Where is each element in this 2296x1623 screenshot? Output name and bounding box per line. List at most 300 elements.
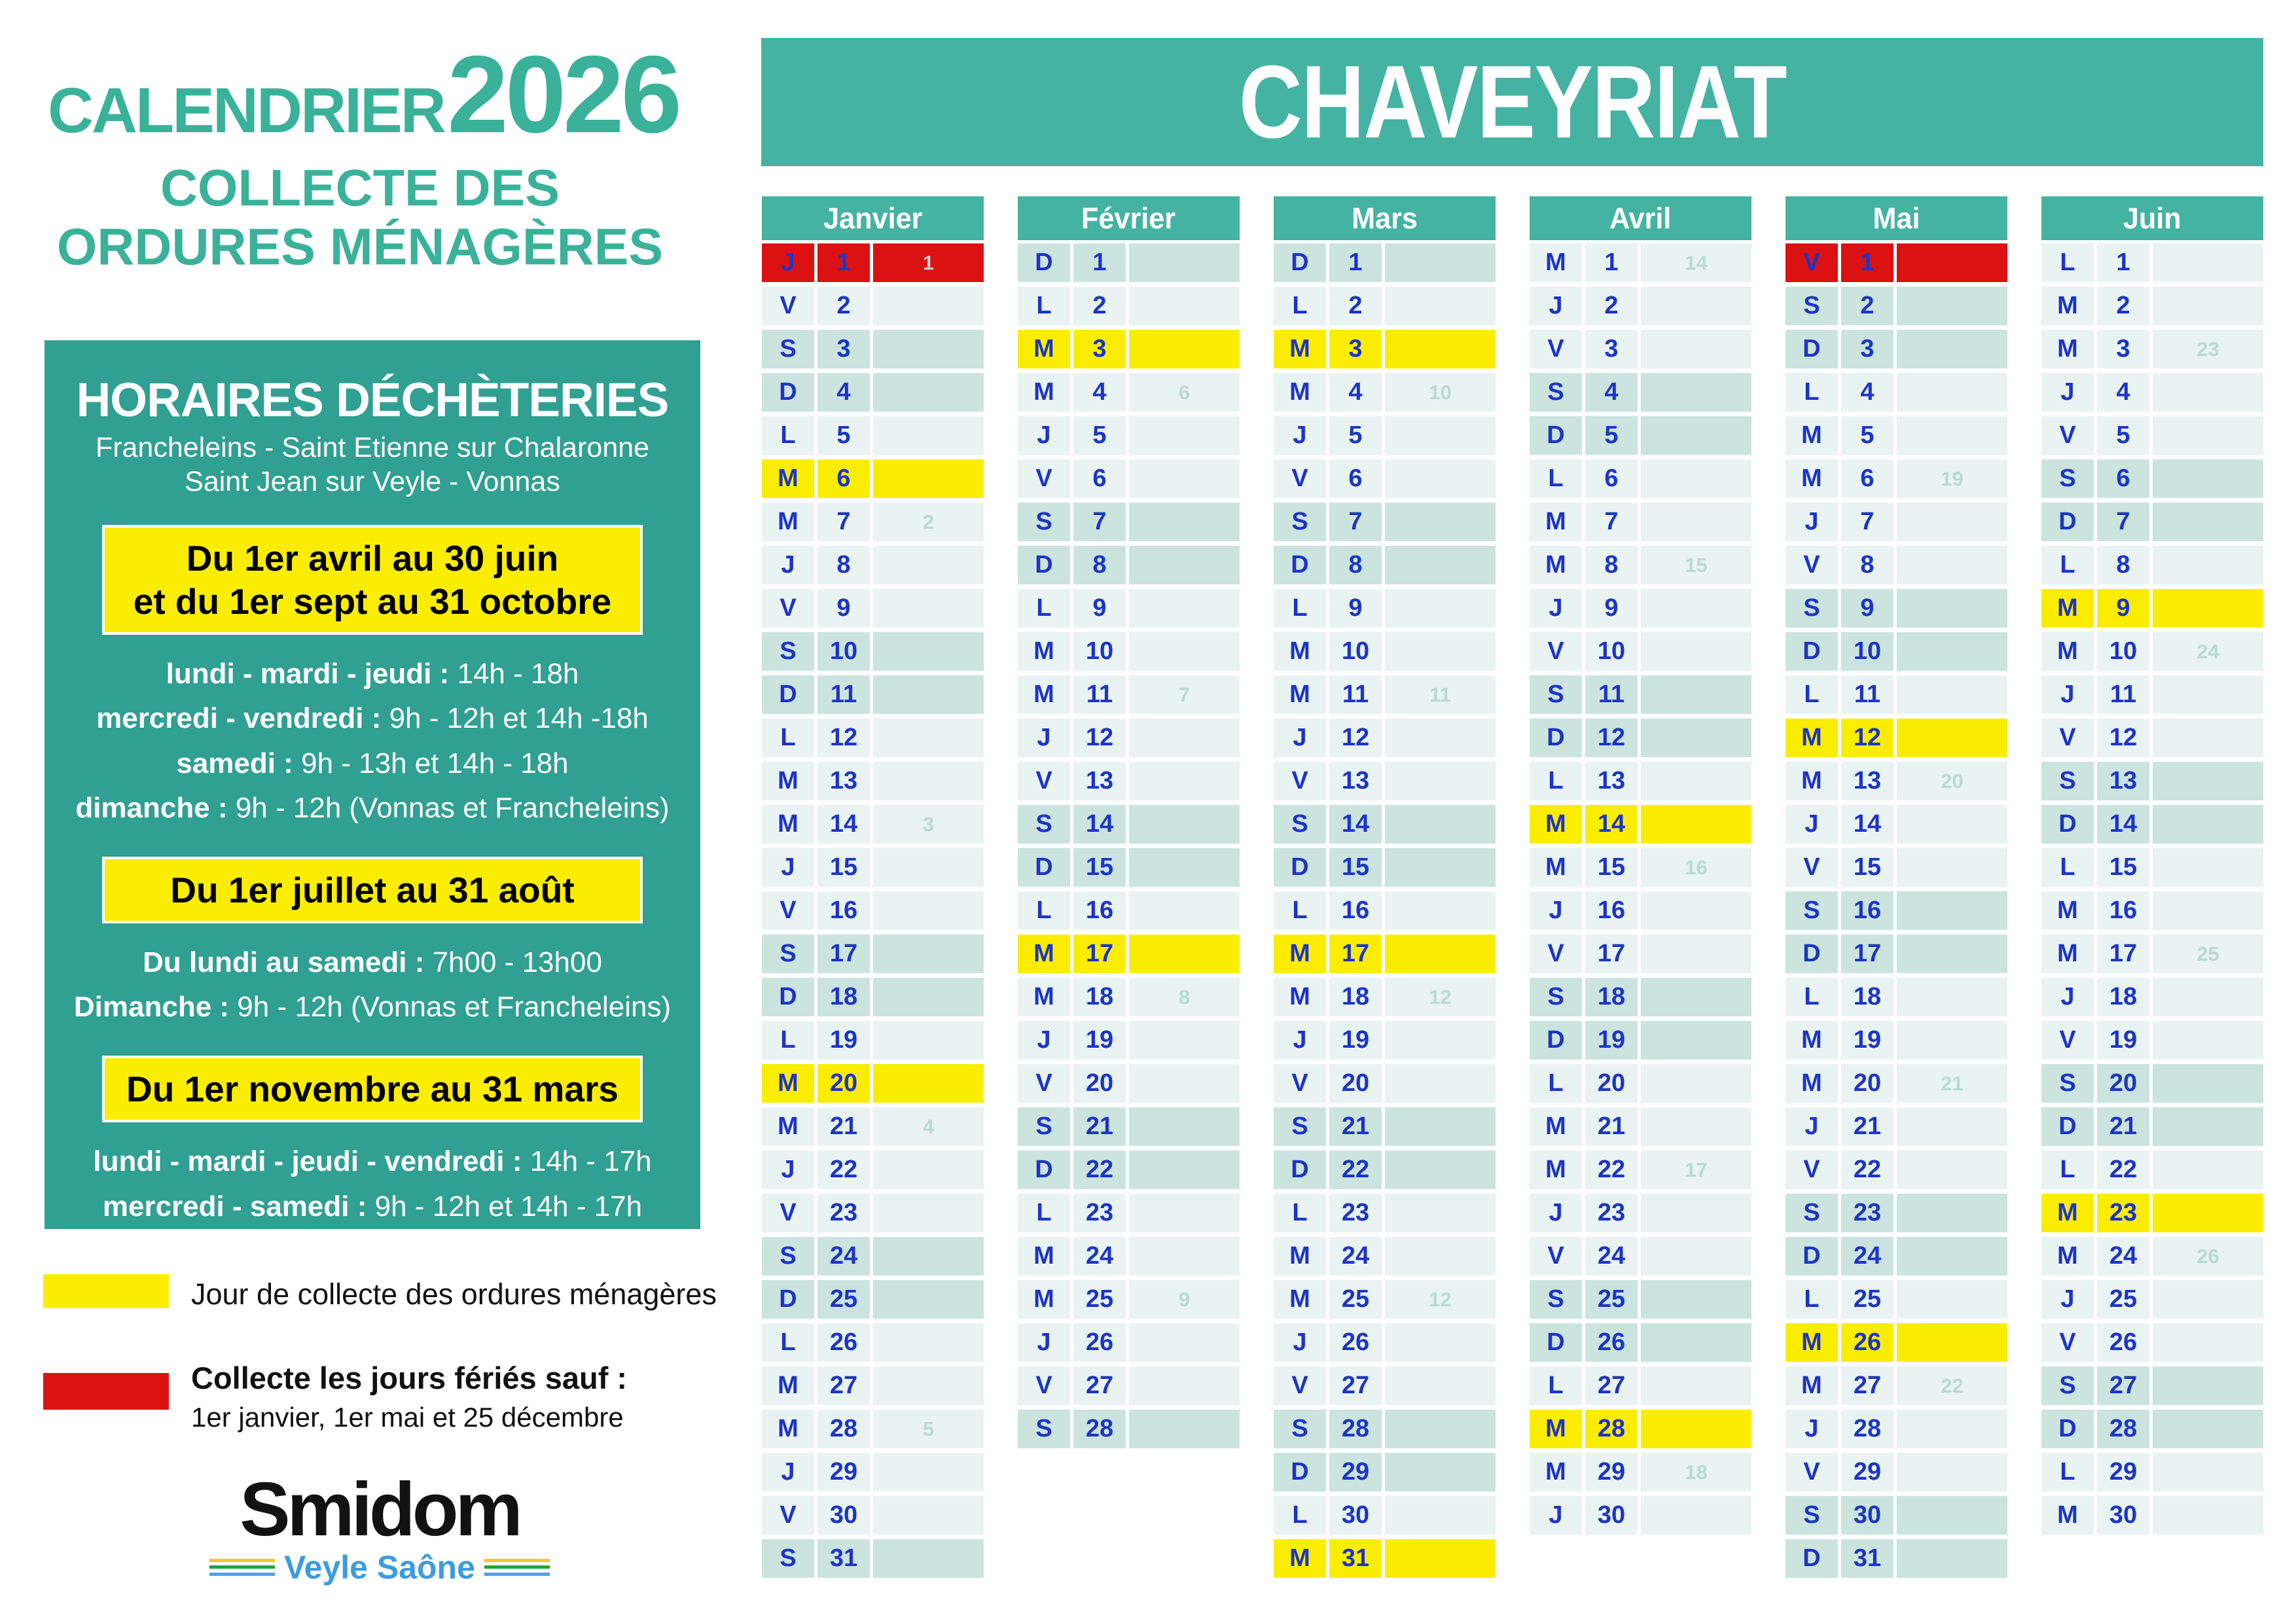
- week-number-cell: [1897, 1237, 2007, 1275]
- day-row: [1274, 459, 1496, 498]
- week-number-cell: [1641, 416, 1751, 455]
- week-number-cell: [1897, 935, 2007, 973]
- day-letter-cell: L: [762, 719, 814, 757]
- week-number-cell: [2153, 459, 2263, 498]
- day-row: [1274, 1366, 1496, 1405]
- day-row: [1530, 330, 1751, 368]
- week-number-cell: [1641, 675, 1751, 714]
- week-number-cell: [873, 1539, 984, 1578]
- schedule-line: Du lundi au samedi : 7h00 - 13h00: [143, 946, 602, 978]
- day-letter-cell: L: [2041, 848, 2094, 887]
- week-number-cell: [1897, 1194, 2007, 1232]
- day-number-cell: 23: [1329, 1194, 1382, 1232]
- week-number-cell: 4: [873, 1107, 984, 1146]
- week-number-cell: [1385, 1496, 1496, 1535]
- week-number-cell: 5: [873, 1410, 984, 1448]
- day-row: [1018, 459, 1240, 498]
- day-number-cell: 26: [1841, 1323, 1893, 1362]
- week-number-cell: [2153, 675, 2263, 714]
- day-letter-cell: M: [2041, 287, 2094, 325]
- day-letter-cell: M: [2041, 1194, 2094, 1232]
- week-number-cell: [873, 719, 984, 757]
- day-number-cell: 3: [1841, 330, 1893, 368]
- day-number-cell: 14: [1073, 805, 1126, 844]
- day-row: [1785, 805, 2007, 844]
- day-number-cell: 14: [817, 805, 870, 844]
- week-number-cell: [2153, 1496, 2263, 1535]
- day-letter-cell: M: [1018, 330, 1070, 368]
- week-number-cell: [1385, 330, 1496, 368]
- day-letter-cell: S: [2041, 1366, 2094, 1405]
- day-number-cell: 11: [1585, 675, 1638, 714]
- day-letter-cell: D: [2041, 1410, 2094, 1448]
- day-letter-cell: S: [1530, 978, 1582, 1016]
- day-number-cell: 13: [2097, 762, 2149, 800]
- day-number-cell: 5: [2097, 416, 2149, 455]
- day-row: [1018, 1021, 1240, 1060]
- week-number-cell: [1129, 891, 1240, 930]
- day-number-cell: 10: [1585, 632, 1638, 671]
- day-letter-cell: V: [1785, 848, 1838, 887]
- day-letter-cell: D: [1274, 848, 1326, 887]
- day-row: [1018, 848, 1240, 887]
- week-number-cell: [1897, 416, 2007, 455]
- day-row: [1274, 330, 1496, 368]
- week-number-cell: [873, 848, 984, 887]
- day-letter-cell: M: [762, 503, 814, 541]
- month-name: Mai: [1873, 201, 1920, 235]
- month-name: Juin: [2123, 201, 2181, 235]
- day-row: [2041, 1107, 2263, 1146]
- day-row: [2041, 1064, 2263, 1103]
- day-number-cell: 23: [1841, 1194, 1893, 1232]
- day-row: [1530, 589, 1751, 628]
- week-number-cell: 25: [2153, 935, 2263, 973]
- day-row: [1785, 373, 2007, 412]
- day-letter-cell: V: [2041, 416, 2094, 455]
- day-number-cell: 13: [817, 762, 870, 800]
- schedule-line: mercredi - vendredi : 9h - 12h et 14h -18h: [96, 702, 649, 735]
- day-letter-cell: V: [1530, 330, 1582, 368]
- week-number-cell: 14: [1641, 243, 1751, 282]
- day-letter-cell: S: [1785, 1194, 1838, 1232]
- day-letter-cell: M: [1785, 459, 1838, 498]
- day-letter-cell: M: [2041, 632, 2094, 671]
- week-number-cell: [1641, 503, 1751, 541]
- day-row: [762, 935, 984, 973]
- day-letter-cell: J: [762, 1150, 814, 1189]
- week-number-cell: 22: [1897, 1366, 2007, 1405]
- day-letter-cell: D: [1785, 632, 1838, 671]
- week-number-cell: [1641, 762, 1751, 800]
- day-number-cell: 17: [817, 935, 870, 973]
- week-number-cell: [1129, 762, 1240, 800]
- day-row: [2041, 416, 2263, 455]
- day-number-cell: 7: [2097, 503, 2149, 541]
- day-row: [2041, 1323, 2263, 1362]
- day-number-cell: 26: [1585, 1323, 1638, 1362]
- day-row: [2041, 1410, 2263, 1448]
- week-number-cell: [1897, 632, 2007, 671]
- legend-holiday-label: Collecte les jours fériés sauf :: [191, 1361, 628, 1395]
- day-number-cell: 24: [817, 1237, 870, 1275]
- week-number-cell: 26: [2153, 1237, 2263, 1275]
- day-row: [1274, 1410, 1496, 1448]
- week-number-cell: [2153, 848, 2263, 887]
- day-number-cell: 19: [1073, 1021, 1126, 1060]
- day-letter-cell: L: [2041, 243, 2094, 282]
- day-row: [1018, 1280, 1240, 1319]
- day-letter-cell: M: [1785, 762, 1838, 800]
- day-row: [1530, 675, 1751, 714]
- week-number-cell: [2153, 891, 2263, 930]
- day-row: [1274, 1539, 1496, 1578]
- day-letter-cell: M: [762, 762, 814, 800]
- day-number-cell: 10: [1073, 632, 1126, 671]
- day-row: [762, 1150, 984, 1189]
- day-row: [1018, 287, 1240, 325]
- day-number-cell: 26: [1073, 1323, 1126, 1362]
- day-number-cell: 11: [1329, 675, 1382, 714]
- week-number-cell: [1129, 1150, 1240, 1189]
- day-number-cell: 1: [817, 243, 870, 282]
- day-number-cell: 1: [1329, 243, 1382, 282]
- day-row: [1018, 1107, 1240, 1146]
- day-letter-cell: M: [1274, 1237, 1326, 1275]
- day-number-cell: 7: [1329, 503, 1382, 541]
- day-row: [1785, 1107, 2007, 1146]
- day-letter-cell: D: [762, 373, 814, 412]
- day-letter-cell: J: [2041, 978, 2094, 1016]
- week-number-cell: [1385, 1064, 1496, 1103]
- week-number-cell: [2153, 719, 2263, 757]
- day-row: [1274, 632, 1496, 671]
- week-number-cell: [1385, 243, 1496, 282]
- day-letter-cell: D: [2041, 503, 2094, 541]
- period-title-banner-1: [102, 525, 643, 635]
- day-number-cell: 16: [1329, 891, 1382, 930]
- schedule-days-label: lundi - mardi - jeudi - vendredi :: [93, 1145, 522, 1178]
- week-number-cell: [1641, 1237, 1751, 1275]
- day-row: [1274, 719, 1496, 757]
- week-number-cell: [1129, 459, 1240, 498]
- day-row: [1018, 416, 1240, 455]
- schedule-line: lundi - mardi - jeudi : 14h - 18h: [166, 658, 579, 690]
- day-number-cell: 2: [1073, 287, 1126, 325]
- day-letter-cell: S: [1018, 805, 1070, 844]
- week-number-cell: [1897, 1410, 2007, 1448]
- week-number-cell: [873, 891, 984, 930]
- day-number-cell: 16: [1841, 891, 1893, 930]
- day-letter-cell: J: [762, 546, 814, 584]
- day-letter-cell: D: [1018, 243, 1070, 282]
- day-letter-cell: J: [1018, 1021, 1070, 1060]
- week-number-cell: [1385, 935, 1496, 973]
- day-number-cell: 16: [817, 891, 870, 930]
- legend-collect-label: Jour de collecte des ordures ménagères: [191, 1277, 717, 1311]
- day-row: [762, 719, 984, 757]
- day-row: [1530, 1150, 1751, 1189]
- day-number-cell: 4: [2097, 373, 2149, 412]
- day-number-cell: 2: [817, 287, 870, 325]
- day-number-cell: 5: [1585, 416, 1638, 455]
- day-number-cell: 1: [1841, 243, 1893, 282]
- week-number-cell: [2153, 243, 2263, 282]
- day-number-cell: 6: [1073, 459, 1126, 498]
- day-letter-cell: M: [2041, 589, 2094, 628]
- week-number-cell: [1385, 1453, 1496, 1491]
- day-number-cell: 18: [1841, 978, 1893, 1016]
- day-row: [1274, 1150, 1496, 1189]
- week-number-cell: [1385, 1323, 1496, 1362]
- day-number-cell: 9: [817, 589, 870, 628]
- day-letter-cell: L: [2041, 546, 2094, 584]
- week-number-cell: [1385, 805, 1496, 844]
- day-letter-cell: V: [1018, 459, 1070, 498]
- day-letter-cell: J: [1530, 287, 1582, 325]
- week-number-cell: 3: [873, 805, 984, 844]
- day-number-cell: 22: [1073, 1150, 1126, 1189]
- month-header: [1785, 196, 2007, 240]
- day-row: [1274, 1280, 1496, 1319]
- day-row: [1530, 632, 1751, 671]
- week-number-cell: [2153, 1064, 2263, 1103]
- week-number-cell: [1641, 891, 1751, 930]
- day-letter-cell: V: [1274, 459, 1326, 498]
- day-number-cell: 28: [1329, 1410, 1382, 1448]
- day-letter-cell: M: [1274, 1539, 1326, 1578]
- day-letter-cell: L: [1785, 978, 1838, 1016]
- day-letter-cell: V: [762, 589, 814, 628]
- day-letter-cell: J: [1785, 1107, 1838, 1146]
- logo-tagline-row: [209, 1548, 550, 1586]
- day-row: [762, 978, 984, 1016]
- day-row: [762, 1410, 984, 1448]
- info-box-sites: [45, 431, 700, 499]
- day-letter-cell: J: [2041, 373, 2094, 412]
- day-row: [2041, 1021, 2263, 1060]
- day-number-cell: 13: [1841, 762, 1893, 800]
- week-number-cell: [2153, 416, 2263, 455]
- day-number-cell: 15: [1585, 848, 1638, 887]
- day-row: [2041, 719, 2263, 757]
- day-number-cell: 11: [1073, 675, 1126, 714]
- day-number-cell: 7: [1841, 503, 1893, 541]
- day-letter-cell: M: [1018, 373, 1070, 412]
- week-number-cell: 1: [873, 243, 984, 282]
- schedule-days-label: Du lundi au samedi :: [143, 946, 425, 978]
- day-number-cell: 27: [1073, 1366, 1126, 1405]
- week-number-cell: [2153, 978, 2263, 1016]
- month-rows: [1018, 243, 1240, 1448]
- day-row: [1785, 1323, 2007, 1362]
- day-letter-cell: D: [1530, 1323, 1582, 1362]
- day-letter-cell: V: [2041, 719, 2094, 757]
- week-number-cell: [1897, 373, 2007, 412]
- day-number-cell: 10: [2097, 632, 2149, 671]
- day-number-cell: 21: [2097, 1107, 2149, 1146]
- week-number-cell: [1385, 1410, 1496, 1448]
- day-row: [1018, 632, 1240, 671]
- day-number-cell: 22: [1329, 1150, 1382, 1189]
- day-number-cell: 27: [2097, 1366, 2149, 1405]
- day-row: [1274, 287, 1496, 325]
- day-letter-cell: S: [762, 935, 814, 973]
- week-number-cell: [1641, 1064, 1751, 1103]
- day-row: [2041, 805, 2263, 844]
- day-letter-cell: M: [1530, 848, 1582, 887]
- week-number-cell: [1385, 848, 1496, 887]
- day-letter-cell: J: [762, 243, 814, 282]
- week-number-cell: [2153, 373, 2263, 412]
- week-number-cell: [2153, 762, 2263, 800]
- day-row: [1274, 1323, 1496, 1362]
- week-number-cell: [1897, 1107, 2007, 1146]
- day-letter-cell: M: [1530, 1453, 1582, 1491]
- day-number-cell: 4: [1585, 373, 1638, 412]
- day-row: [1018, 1366, 1240, 1405]
- day-row: [2041, 330, 2263, 368]
- day-number-cell: 20: [2097, 1064, 2149, 1103]
- day-letter-cell: M: [1018, 1237, 1070, 1275]
- day-number-cell: 12: [1329, 719, 1382, 757]
- day-letter-cell: M: [1785, 1021, 1838, 1060]
- day-row: [1018, 503, 1240, 541]
- day-letter-cell: M: [1018, 935, 1070, 973]
- info-box-heading: HORAIRES DÉCHÈTERIES: [76, 374, 669, 427]
- day-row: [1530, 1366, 1751, 1405]
- week-number-cell: [1641, 1410, 1751, 1448]
- day-letter-cell: S: [762, 632, 814, 671]
- week-number-cell: [1897, 805, 2007, 844]
- day-number-cell: 16: [2097, 891, 2149, 930]
- day-letter-cell: S: [1274, 805, 1326, 844]
- week-number-cell: [1897, 1496, 2007, 1535]
- day-number-cell: 26: [2097, 1323, 2149, 1362]
- week-number-cell: [1129, 546, 1240, 584]
- day-number-cell: 5: [1073, 416, 1126, 455]
- day-number-cell: 26: [1329, 1323, 1382, 1362]
- week-number-cell: [873, 1366, 984, 1405]
- day-number-cell: 24: [1073, 1237, 1126, 1275]
- day-letter-cell: J: [1785, 503, 1838, 541]
- day-letter-cell: M: [1274, 675, 1326, 714]
- day-letter-cell: L: [2041, 1150, 2094, 1189]
- day-row: [762, 546, 984, 584]
- day-row: [1018, 891, 1240, 930]
- day-row: [1785, 1366, 2007, 1405]
- poster-subtitle: [13, 158, 707, 276]
- schedule-line: Dimanche : 9h - 12h (Vonnas et Francheleins): [73, 991, 672, 1024]
- month-column-juin: [2041, 196, 2263, 1535]
- day-number-cell: 27: [817, 1366, 870, 1405]
- day-letter-cell: J: [2041, 1280, 2094, 1319]
- month-header: [762, 196, 984, 240]
- day-letter-cell: J: [1530, 891, 1582, 930]
- week-number-cell: [1129, 503, 1240, 541]
- day-number-cell: 2: [1585, 287, 1638, 325]
- week-number-cell: [1641, 978, 1751, 1016]
- week-number-cell: [2153, 503, 2263, 541]
- day-row: [1785, 632, 2007, 671]
- month-rows: [1274, 243, 1496, 1578]
- week-number-cell: [1897, 503, 2007, 541]
- day-letter-cell: M: [1530, 1107, 1582, 1146]
- day-number-cell: 5: [817, 416, 870, 455]
- day-row: [1018, 1150, 1240, 1189]
- legend-holiday-sublabel: 1er janvier, 1er mai et 25 décembre: [191, 1402, 624, 1433]
- day-letter-cell: V: [1530, 1237, 1582, 1275]
- day-row: [2041, 589, 2263, 628]
- day-number-cell: 13: [1329, 762, 1382, 800]
- day-row: [762, 1366, 984, 1405]
- week-number-cell: [1129, 1107, 1240, 1146]
- day-number-cell: 4: [817, 373, 870, 412]
- day-letter-cell: M: [762, 1107, 814, 1146]
- week-number-cell: [1641, 1366, 1751, 1405]
- period-schedule-2: [45, 940, 700, 1029]
- day-row: [1274, 675, 1496, 714]
- day-number-cell: 18: [1585, 978, 1638, 1016]
- day-letter-cell: V: [1274, 762, 1326, 800]
- day-number-cell: 3: [1585, 330, 1638, 368]
- period-title-banner-2: [102, 857, 643, 923]
- day-number-cell: 29: [1329, 1453, 1382, 1491]
- day-number-cell: 19: [1585, 1021, 1638, 1060]
- day-row: [762, 1323, 984, 1362]
- day-number-cell: 31: [1841, 1539, 1893, 1578]
- period-schedule-3: [45, 1139, 700, 1228]
- day-number-cell: 17: [1329, 935, 1382, 973]
- day-row: [1785, 1496, 2007, 1535]
- schedule-days-label: mercredi - samedi :: [102, 1190, 367, 1222]
- day-number-cell: 11: [2097, 675, 2149, 714]
- month-column-mai: [1785, 196, 2007, 1578]
- week-number-cell: [1129, 330, 1240, 368]
- day-row: [1785, 459, 2007, 498]
- day-row: [2041, 503, 2263, 541]
- day-letter-cell: M: [2041, 891, 2094, 930]
- day-letter-cell: L: [1530, 459, 1582, 498]
- smidom-logo: [209, 1467, 550, 1586]
- day-row: [762, 675, 984, 714]
- week-number-cell: [2153, 546, 2263, 584]
- commune-banner: [761, 38, 2263, 166]
- day-number-cell: 15: [2097, 848, 2149, 887]
- day-number-cell: 23: [1073, 1194, 1126, 1232]
- day-letter-cell: M: [1274, 373, 1326, 412]
- week-number-cell: 11: [1385, 675, 1496, 714]
- day-number-cell: 3: [1073, 330, 1126, 368]
- day-row: [1274, 848, 1496, 887]
- day-row: [1018, 935, 1240, 973]
- day-number-cell: 17: [1841, 935, 1893, 973]
- day-number-cell: 28: [1585, 1410, 1638, 1448]
- day-row: [762, 1194, 984, 1232]
- day-number-cell: 2: [1329, 287, 1382, 325]
- week-number-cell: [873, 459, 984, 498]
- day-row: [2041, 1496, 2263, 1535]
- week-number-cell: 18: [1641, 1453, 1751, 1491]
- week-number-cell: [873, 1021, 984, 1060]
- day-number-cell: 17: [2097, 935, 2149, 973]
- day-letter-cell: V: [762, 891, 814, 930]
- day-number-cell: 14: [1841, 805, 1893, 844]
- day-number-cell: 13: [1585, 762, 1638, 800]
- legend-holiday-swatch: [43, 1373, 169, 1410]
- week-number-cell: 20: [1897, 762, 2007, 800]
- day-letter-cell: V: [1530, 935, 1582, 973]
